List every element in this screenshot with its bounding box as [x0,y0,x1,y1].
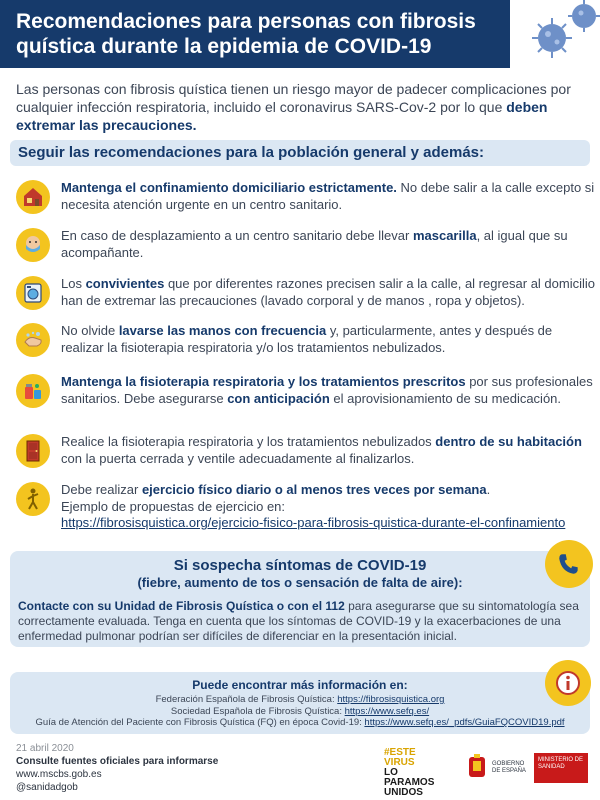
ministry-label: MINISTERIO DE SANIDAD [534,753,588,783]
section-heading: Seguir las recomendaciones para la población general y además: [10,140,590,166]
info-link[interactable]: https://www.sefq.es/_pdfs/GuiaFQCOVID19.pdf [364,717,565,728]
more-info-title: Puede encontrar más información en: [192,678,408,692]
medication-icon [16,374,50,408]
campaign-logo: #ESTE VIRUS LO PARAMOS UNIDOS [384,747,435,798]
symptoms-subtitle: (fiebre, aumento de tos o sensación de falta de aire): [137,575,463,590]
symptoms-title: Si sospecha síntomas de COVID-19 [173,557,427,574]
date: 21 abril 2020 [16,743,74,754]
twitter-handle[interactable]: @sanidadgob [16,782,78,793]
exercise-icon [16,482,50,516]
page-header [0,0,510,68]
info-icon [545,660,591,706]
info-line: Sociedad Española de Fibrosis Quística: https://www.sefq.es/ [170,705,430,717]
coat-of-arms-icon [466,753,488,783]
website[interactable]: www.mscbs.gob.es [16,769,102,780]
info-line: Guía de Atención del Paciente con Fibrosis Quística (FQ) en época Covid-19: https://www.sefq.es/_pdfs/GuiaFQCOVID19.pdf [35,717,565,728]
page-title: Recomendaciones para personas con fibrosis quística durante la epidemia de COVID-19 [16,10,476,58]
footer-left [16,742,276,794]
hand-washing-icon [16,323,50,357]
door-icon [16,434,50,468]
info-link[interactable]: https://www.sefq.es/ [344,705,430,717]
coronavirus-icon [510,0,600,70]
more-info-panel [10,672,590,734]
government-logo [466,750,590,786]
house-icon [16,180,50,214]
phone-icon [545,540,593,588]
symptoms-text: Contacte con su Unidad de Fibrosis Quística o con el 112 para asegurarse que su sintomatología sea correctamente evaluada. Tenga en cuenta que los síntomas de COVID-19 y la exacerbaciones de una enfermedad pulmonar podrían ser difíciles de diferenciar en la presentación inicial. [18,599,579,643]
symptoms-panel [10,551,590,647]
washing-machine-icon [16,276,50,310]
intro-paragraph: Las personas con fibrosis quística tienen un riesgo mayor de padecer complicaciones por cualquier infección respiratoria, incluido el coronavirus SARS-Cov-2 por lo que deben extremar las precauciones. [16,81,571,133]
mask-icon [16,228,50,262]
info-link[interactable]: https://fibrosisquistica.org [337,694,445,705]
gov-label: GOBIERNO DE ESPAÑA [492,761,526,774]
exercise-link[interactable]: https://fibrosisquistica.org/ejercicio-fisico-para-fibrosis-quistica-durante-el-confinamiento [61,515,566,530]
info-line: Federación Española de Fibrosis Quística: https://fibrosisquistica.org [155,694,445,705]
consult-text: Consulte fuentes oficiales para informarse [16,756,219,767]
